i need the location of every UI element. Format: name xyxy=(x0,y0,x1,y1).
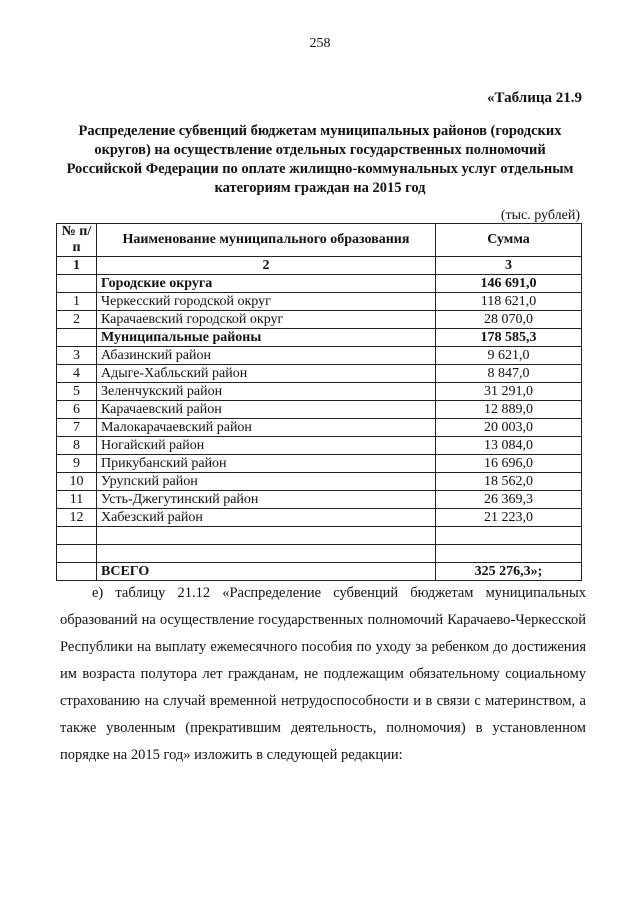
row-num: 10 xyxy=(57,473,97,491)
row-name: Абазинский район xyxy=(97,347,436,365)
row-sum xyxy=(436,527,582,545)
row-sum: 18 562,0 xyxy=(436,473,582,491)
table-row xyxy=(57,365,582,383)
row-num xyxy=(57,275,97,293)
table-row xyxy=(57,329,582,347)
row-sum: 118 621,0 xyxy=(436,293,582,311)
row-sum: 21 223,0 xyxy=(436,509,582,527)
row-num: 9 xyxy=(57,455,97,473)
table-heading: Распределение субвенций бюджетам муниципальных районов (городских округов) на осуществление отдельных государственных полномочий Российской Федерации по оплате жилищно-коммунальных услуг отдельным категориям граждан на 2015 год xyxy=(66,123,574,196)
row-sum: 26 369,3 xyxy=(436,491,582,509)
row-num xyxy=(57,329,97,347)
row-num: 7 xyxy=(57,419,97,437)
row-name: Зеленчукский район xyxy=(97,383,436,401)
row-name: Городские округа xyxy=(97,275,436,293)
table-row xyxy=(57,491,582,509)
page-number: 258 xyxy=(309,36,331,51)
table-row xyxy=(57,401,582,419)
table-row xyxy=(57,437,582,455)
empty-row xyxy=(57,545,582,563)
row-name: Ногайский район xyxy=(97,437,436,455)
table-row xyxy=(57,527,582,545)
row-sum: 13 084,0 xyxy=(436,437,582,455)
row-num: 2 xyxy=(57,311,97,329)
total-row xyxy=(57,563,582,581)
row-num: 8 xyxy=(57,437,97,455)
table-row xyxy=(57,455,582,473)
row-sum: 28 070,0 xyxy=(436,311,582,329)
row-sum: 178 585,3 xyxy=(436,329,582,347)
table-row xyxy=(57,347,582,365)
row-num xyxy=(57,527,97,545)
row-name: Прикубанский район xyxy=(97,455,436,473)
header-sum: Сумма xyxy=(436,224,582,257)
row-num: 5 xyxy=(57,383,97,401)
total-sum: 325 276,3»; xyxy=(436,563,582,581)
table-label: «Таблица 21.9 xyxy=(487,90,582,106)
row-num: 11 xyxy=(57,491,97,509)
row-sum: 12 889,0 xyxy=(436,401,582,419)
subvention-table xyxy=(56,223,582,581)
row-num: 3 xyxy=(57,347,97,365)
row-num: 1 xyxy=(57,293,97,311)
table-row xyxy=(57,473,582,491)
total-label: ВСЕГО xyxy=(97,563,436,581)
table-row xyxy=(57,275,582,293)
row-sum: 8 847,0 xyxy=(436,365,582,383)
row-num: 4 xyxy=(57,365,97,383)
row-name: Урупский район xyxy=(97,473,436,491)
column-number: 3 xyxy=(436,257,582,275)
row-name: Адыге-Хабльский район xyxy=(97,365,436,383)
table-header-row xyxy=(57,224,582,257)
column-number: 2 xyxy=(97,257,436,275)
table-row xyxy=(57,293,582,311)
table-row xyxy=(57,311,582,329)
row-sum: 16 696,0 xyxy=(436,455,582,473)
column-number: 1 xyxy=(57,257,97,275)
row-num: 12 xyxy=(57,509,97,527)
column-number-row xyxy=(57,257,582,275)
table-row xyxy=(57,383,582,401)
row-name: Муниципальные районы xyxy=(97,329,436,347)
row-name: Карачаевский район xyxy=(97,401,436,419)
row-name: Малокарачаевский район xyxy=(97,419,436,437)
row-name: Черкесский городской округ xyxy=(97,293,436,311)
row-name: Хабезский район xyxy=(97,509,436,527)
units-label: (тыс. рублей) xyxy=(500,208,580,223)
header-name: Наименование муниципального образования xyxy=(97,224,436,257)
row-sum: 31 291,0 xyxy=(436,383,582,401)
row-name: Усть-Джегутинский район xyxy=(97,491,436,509)
header-num: № п/п xyxy=(57,224,97,257)
amendment-paragraph: е) таблицу 21.12 «Распределение субвенций бюджетам муниципальных образований на осуществление государственных полномочий Карачаево-Черкесской Республики на выплату ежемесячного пособия по уходу за ребенком до достижения им возраста полутора лет гражданам, не подлежащим обязательному социальному страхованию на случай временной нетрудоспособности и в связи с материнством, а также уволенным (прекратившим деятельность, полномочия) в установленном порядке на 2015 год» изложить в следующей редакции: xyxy=(60,585,586,763)
row-num: 6 xyxy=(57,401,97,419)
table-row xyxy=(57,419,582,437)
table-row xyxy=(57,509,582,527)
row-sum: 146 691,0 xyxy=(436,275,582,293)
row-sum: 9 621,0 xyxy=(436,347,582,365)
row-sum: 20 003,0 xyxy=(436,419,582,437)
row-name: Карачаевский городской округ xyxy=(97,311,436,329)
row-name xyxy=(97,527,436,545)
